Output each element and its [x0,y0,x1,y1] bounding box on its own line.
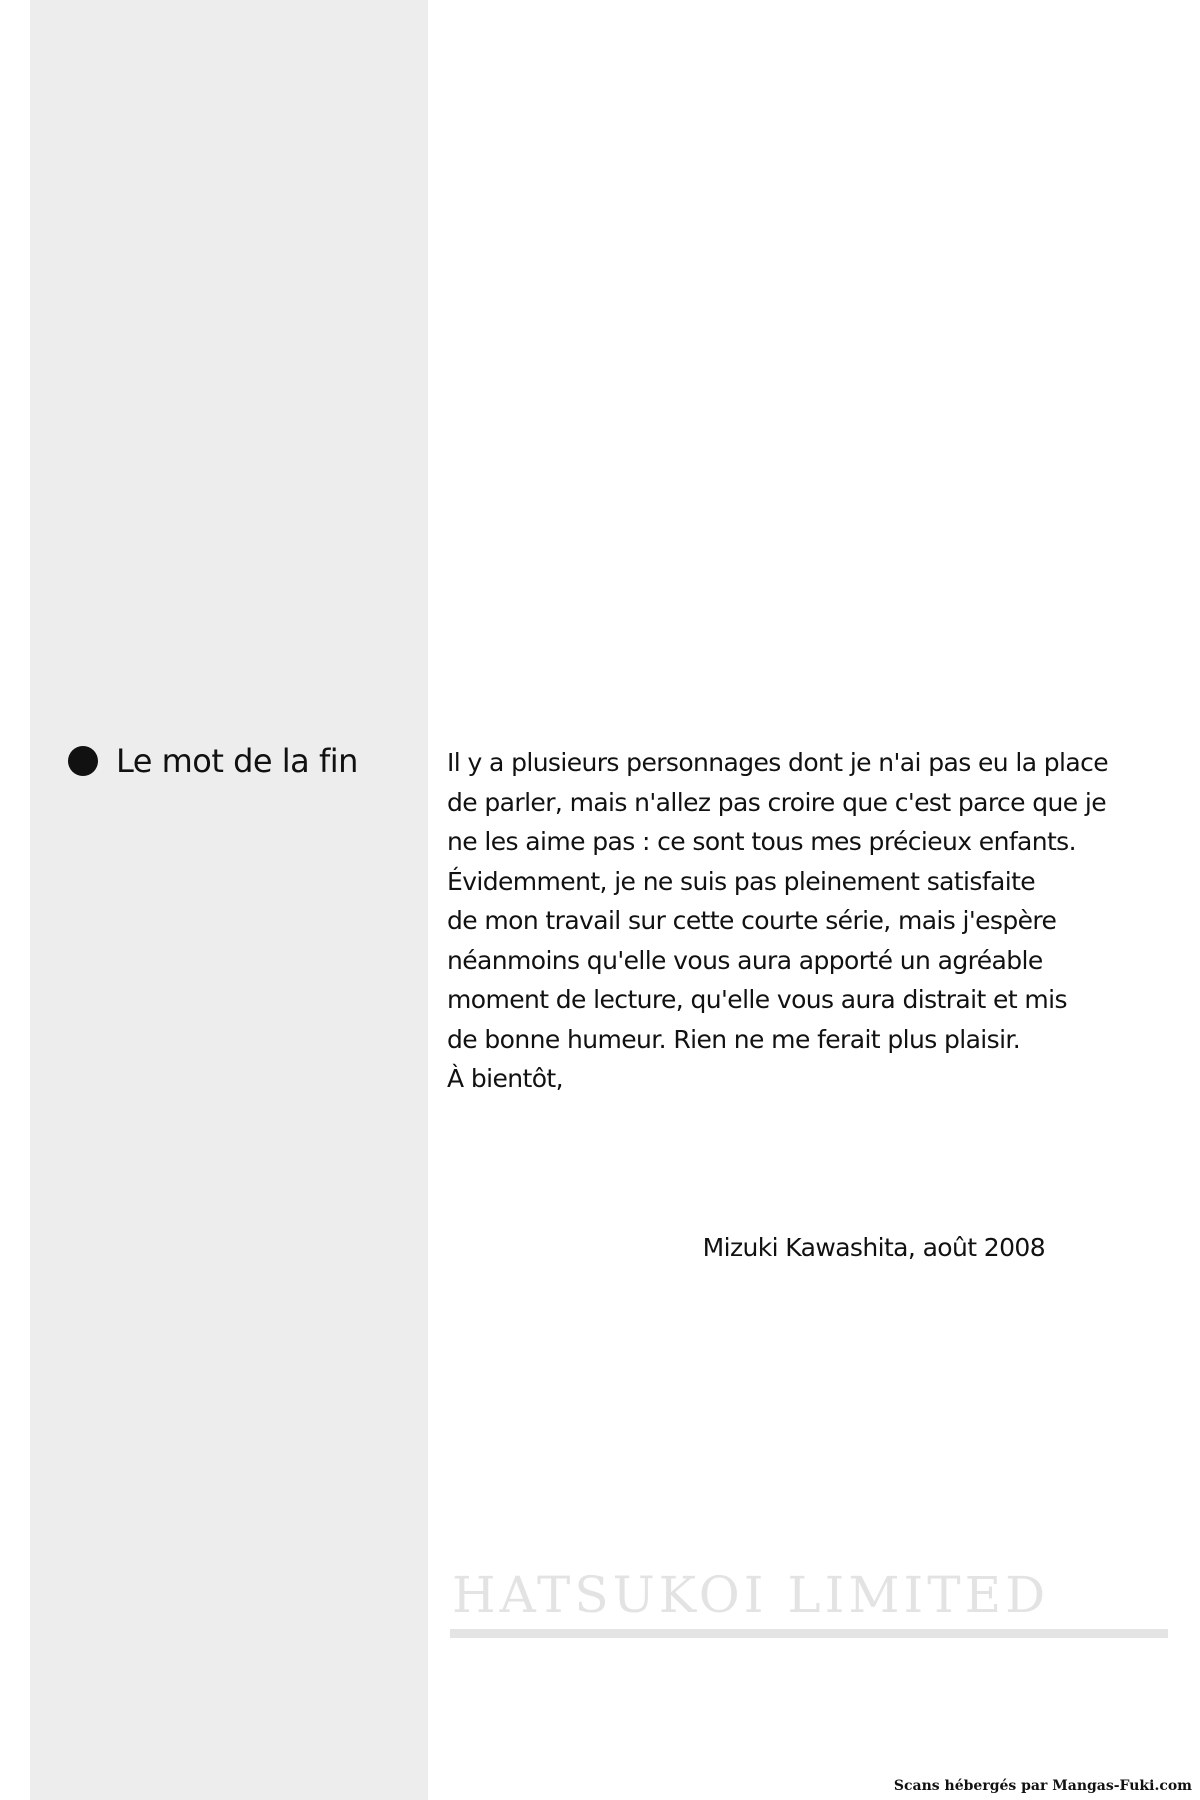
text-line: de bonne humeur. Rien ne me ferait plus plaisir. [447,1024,1021,1054]
text-line: de mon travail sur cette courte série, mais j'espère [447,906,1057,935]
text-line: À bientôt, [447,1064,563,1093]
afterword-text [447,743,1107,1099]
text-line: Évidemment, je ne suis pas pleinement satisfaite [447,866,1036,896]
bullet-icon [68,746,98,776]
author-signature: Mizuki Kawashita, août 2008 [702,1233,1045,1262]
side-panel [30,0,428,1800]
series-logo-text: HATSUKOI LIMITED [452,1566,1050,1624]
text-line: de parler, mais n'allez pas croire que c'est parce que je [447,787,1107,817]
text-line: ne les aime pas : ce sont tous mes précieux enfants. [447,827,1076,856]
section-heading [68,742,358,780]
scan-credit: Scans hébergés par Mangas-Fuki.com [893,1778,1192,1794]
text-line: néanmoins qu'elle vous aura apporté un agréable [447,945,1043,975]
text-line: moment de lecture, qu'elle vous aura distrait et mis [447,985,1067,1014]
series-logo-rule [450,1629,1168,1638]
heading-text: Le mot de la fin [116,742,358,780]
text-line: Il y a plusieurs personnages dont je n'ai pas eu la place [447,748,1109,777]
